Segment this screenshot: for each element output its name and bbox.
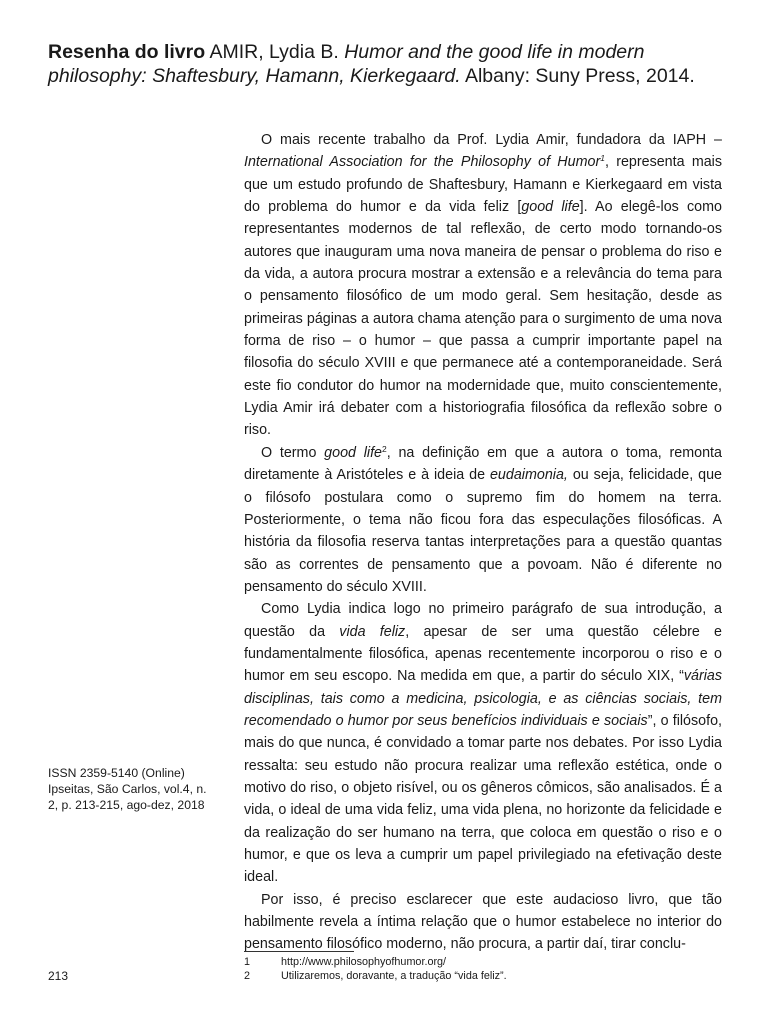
paragraph-1: [244, 129, 722, 442]
footnote-text: Utilizaremos, doravante, a tradução “vida feliz”.: [281, 970, 507, 982]
review-body: [244, 129, 722, 956]
issn-line: ISSN 2359-5140 (Online): [48, 766, 185, 780]
citation-line: Ipseitas, São Carlos, vol.4, n. 2, p. 213-215, ago-dez, 2018: [48, 782, 207, 812]
footnote-number: 1: [244, 956, 251, 968]
review-title: [48, 40, 728, 88]
book-author: AMIR, Lydia B.: [209, 41, 339, 63]
text-run: ou seja, felicidade, que o filósofo postulara como o supremo fim do homem na terra. Posteriormente, o tema não ficou fora das especulações filosóficas. A história da filosofia reserva tantas interpretações para a questão quantas são as correntes de pensamento que a povoam. Não é diferente no pensamento do século XVIII.: [244, 467, 722, 595]
publication-info: Albany: Suny Press, 2014.: [464, 65, 695, 87]
footnote-link[interactable]: http://www.philosophyofhumor.org/: [281, 956, 447, 968]
emphasis-text: eudaimonia,: [489, 467, 568, 484]
emphasis-text: International Association for the Philosophy of Humor: [244, 154, 601, 171]
paragraph-4: [244, 889, 722, 956]
paragraph-2: [244, 442, 722, 598]
text-run: , na definição em que a autora o toma, remonta diretamente à Aristóteles e à ideia de: [244, 444, 722, 484]
page-number: 213: [48, 969, 69, 983]
footnote-1: [244, 955, 722, 969]
emphasis-text: good life: [324, 444, 383, 461]
text-run: O termo: [261, 444, 325, 461]
text-run: O mais recente trabalho da Prof. Lydia Amir, fundadora da IAPH –: [261, 132, 722, 148]
emphasis-text: good life: [521, 199, 580, 216]
journal-info: [48, 765, 218, 813]
emphasis-text: vida feliz: [339, 623, 406, 640]
book-title: Humor and the good life in modern philosophy: Shaftesbury, Hamann, Kierkegaard.: [48, 41, 645, 87]
footnote-number: 2: [244, 970, 251, 982]
text-run: Como Lydia indica logo no primeiro parágrafo de sua introdução, a questão da: [244, 601, 722, 640]
footnote-ref-2[interactable]: 2: [382, 443, 387, 454]
text-run: ]. Ao elegê-los como representantes modernos de tal reflexão, de certo modo tornando-os autores que inauguram uma nova maneira de pensar o problema do riso e da vida, a autora procura mostrar a extensão e a relevância do tema para o pensamento filosófico de um modo geral. Sem hesitação, desde as primeiras páginas a autora chama atenção para o surgimento de uma nova forma de riso – o humor – que passa a cumprir importante papel na filosofia do século XVIII e que permanece até a contemporaneidade. Será este fio condutor do humor na modernidade que, muito conscientemente, Lydia Amir irá debater com a historiografia filosófica da reflexão sobre o riso.: [244, 199, 722, 439]
text-run: , apesar de ser uma questão célebre e fundamentalmente filosófica, apenas recentemente incorporou o riso e o humor em seu escopo. Na medida em que, a partir do século XIX, “: [244, 623, 722, 685]
review-label: Resenha do livro: [48, 41, 206, 63]
footnote-ref-1[interactable]: 1: [600, 153, 605, 164]
footnotes: [244, 955, 722, 983]
paragraph-3: [244, 598, 722, 888]
footnote-separator: [244, 951, 354, 952]
text-run: , representa mais que um estudo profundo de Shaftesbury, Hamann e Kierkegaard em vista do problema do humor e da vida feliz [: [244, 154, 722, 216]
text-run: ”, o filósofo, mais do que nunca, é convidado a tomar parte nos debates. Por isso Lydia ressalta: seu estudo não procura realizar uma reflexão estética, onde o motivo do riso, o objeto risível, ou os gêneros cômicos, são analisados. É a vida, o ideal de uma vida feliz, uma vida plena, no horizonte da felicidade e da realização do ser humano na terra, que coloca em questão o riso e o humor, e que os leva a cumprir um papel privilegiado na efetivação deste ideal.: [244, 712, 722, 886]
footnote-2: [244, 969, 722, 983]
quoted-text: várias disciplinas, tais como a medicina, psicologia, e as ciências sociais, tem recomendado o humor por seus benefícios individuais e sociais: [244, 668, 722, 729]
text-run: Por isso, é preciso esclarecer que este audacioso livro, que tão habilmente revela a íntima relação que o humor estabelece no interior do pensamento filosófico moderno, não procura, a partir daí, tirar conclu-: [244, 891, 722, 953]
